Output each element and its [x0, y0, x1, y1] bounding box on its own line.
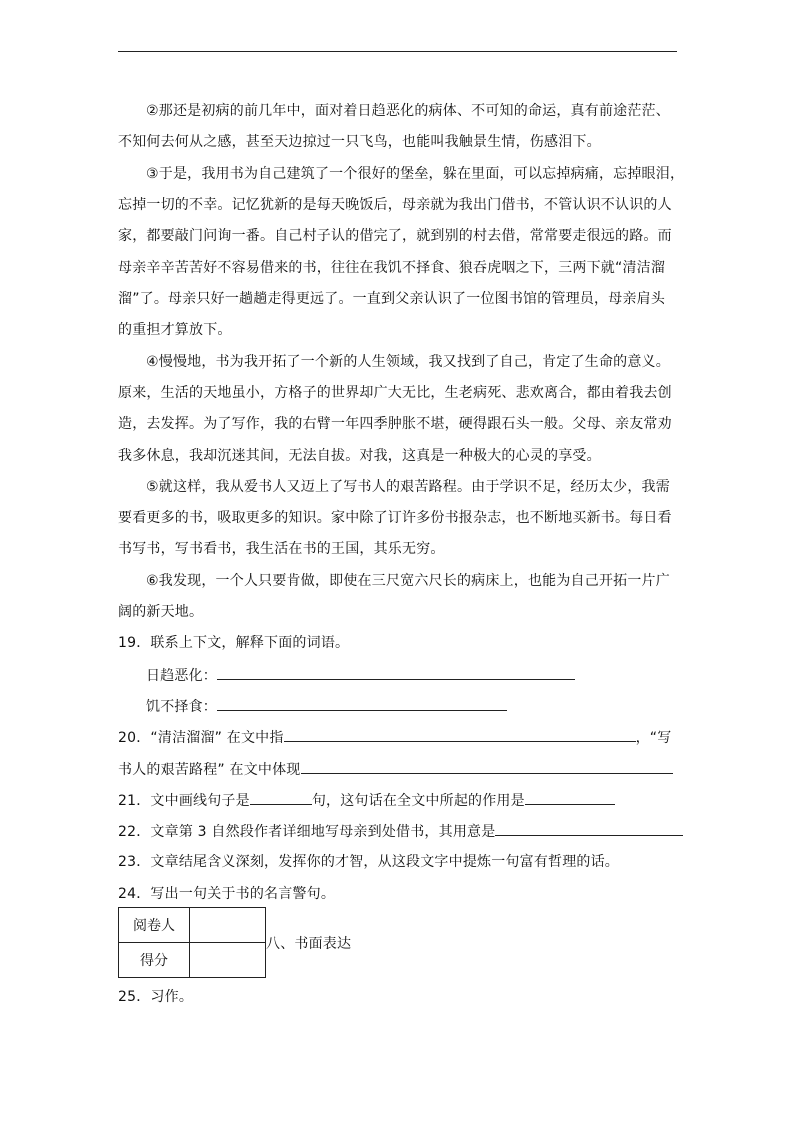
question-25: 25．习作。: [118, 989, 194, 1005]
passage-line: 阔的新天地。: [118, 604, 204, 620]
passage-line: ③于是，我用书为自己建筑了一个很好的堡垒，躲在里面，可以忘掉病痛，忘掉眼泪，: [146, 166, 685, 182]
answer-blank[interactable]: [301, 759, 673, 774]
question-19a: [146, 665, 575, 686]
passage-line: 溜”了。母亲只好一趟趟走得更远了。一直到父亲认识了一位图书馆的管理员，母亲肩头: [118, 291, 666, 307]
answer-blank[interactable]: [525, 790, 615, 805]
question-text: 20．“清洁溜溜” 在文中指: [118, 730, 284, 746]
question-text: ，“写: [635, 730, 672, 746]
passage-line: 造，去发挥。为了写作，我的右臂一年四季肿胀不堪，硬得跟石头一般。父母、亲友常劝: [118, 416, 672, 432]
passage-line: ②那还是初病的前几年中，面对着日趋恶化的病体、不可知的命运，真有前途茫茫、: [146, 103, 670, 119]
passage-line: 我多休息，我却沉迷其间，无法自拔。对我，这真是一种极大的心灵的享受。: [118, 448, 601, 464]
question-23: 23．文章结尾含义深刻，发挥你的才智，从这段文字中提炼一句富有哲理的话。: [118, 854, 620, 870]
answer-blank[interactable]: [217, 696, 507, 711]
passage-line: 要看更多的书，吸取更多的知识。家中除了订许多份书报杂志，也不断地买新书。每日看: [118, 510, 672, 526]
question-text: 书人的艰苦路程” 在文中体现: [118, 762, 301, 778]
passage-line: 母亲辛辛苦苦好不容易借来的书，往往在我饥不择食、狼吞虎咽之下，三两下就“清洁溜: [118, 260, 666, 276]
answer-blank[interactable]: [284, 727, 636, 742]
question-text: 21．文中画线句子是: [118, 793, 250, 809]
question-19b: [146, 696, 507, 717]
answer-blank[interactable]: [217, 665, 575, 680]
term-label: 饥不择食：: [146, 699, 217, 715]
score-label: 得分: [119, 943, 190, 978]
question-19: 19．联系上下文，解释下面的词语。: [118, 635, 350, 651]
passage-line: ⑤就这样，我从爱书人又迈上了写书人的艰苦路程。由于学识不足，经历太少，我需: [146, 479, 670, 495]
question-20-cont: [118, 759, 673, 780]
question-text: 句，这句话在全文中所起的作用是: [311, 793, 525, 809]
question-22: [118, 821, 683, 842]
section-title: 八、书面表达: [266, 936, 352, 952]
passage-line: 原来，生活的天地虽小，方格子的世界却广大无比，生老病死、悲欢离合，都由着我去创: [118, 385, 672, 401]
passage-line: 忘掉一切的不幸。记忆犹新的是每天晚饭后，母亲就为我出门借书，不管认识不认识的人: [118, 197, 672, 213]
passage-line: 家，都要敲门问询一番。自己村子认的借完了，就到别的村去借，常常要走很远的路。而: [118, 228, 672, 244]
term-label: 日趋恶化：: [146, 668, 217, 684]
passage-line: 不知何去何从之感，甚至天边掠过一只飞鸟，也能叫我触景生情，伤感泪下。: [118, 134, 601, 150]
grader-label: 阅卷人: [119, 908, 190, 943]
passage-line: 的重担才算放下。: [118, 322, 232, 338]
question-20: [118, 727, 671, 748]
question-text: 22．文章第 3 自然段作者详细地写母亲到处借书，其用意是: [118, 824, 496, 840]
answer-blank[interactable]: [495, 821, 683, 836]
passage-line: 书写书，写书看书，我生活在书的王国，其乐无穷。: [118, 541, 445, 557]
grader-cell[interactable]: [190, 908, 266, 943]
passage-line: ⑥我发现，一个人只要肯做，即使在三尺宽六尺长的病床上，也能为自己开拓一片广: [146, 573, 670, 589]
header-rule: [118, 51, 677, 52]
question-24: 24．写出一句关于书的名言警句。: [118, 886, 336, 902]
answer-blank[interactable]: [250, 790, 312, 805]
passage-line: ④慢慢地，书为我开拓了一个新的人生领域，我又找到了自己，肯定了生命的意义。: [146, 354, 670, 370]
question-21: [118, 790, 615, 811]
score-cell[interactable]: [190, 943, 266, 978]
score-table: [118, 907, 266, 978]
